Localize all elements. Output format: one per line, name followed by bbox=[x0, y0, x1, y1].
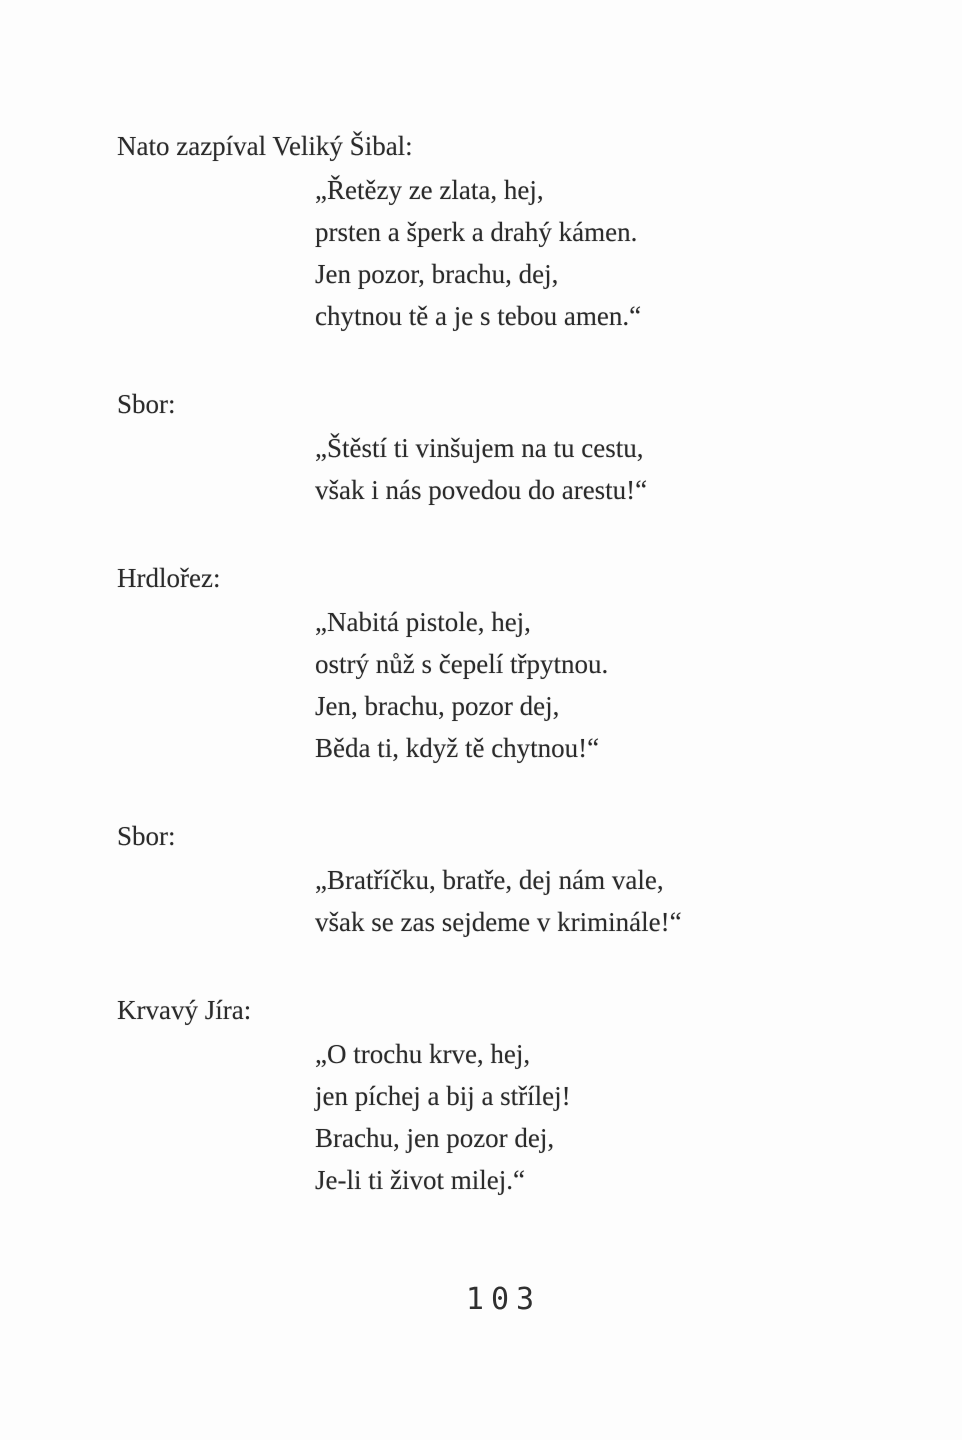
verse-line: chytnou tě a je s tebou amen.“ bbox=[315, 301, 642, 331]
verse-line: „O trochu krve, hej, bbox=[315, 1039, 531, 1069]
verse-block bbox=[315, 859, 883, 943]
verse-line: Jen, brachu, pozor dej, bbox=[315, 691, 560, 721]
speaker-label: Hrdlořez: bbox=[117, 563, 221, 593]
verse-line: „Nabitá pistole, hej, bbox=[315, 607, 531, 637]
verse-line: však se zas sejdeme v kriminále!“ bbox=[315, 907, 682, 937]
passage-krvavy-jira bbox=[117, 989, 883, 1201]
verse-block bbox=[315, 427, 883, 511]
verse-line: „Řetězy ze zlata, hej, bbox=[315, 175, 544, 205]
passage-hrdlorez bbox=[117, 557, 883, 769]
verse-block bbox=[315, 1033, 883, 1201]
verse-line: ostrý nůž s čepelí třpytnou. bbox=[315, 649, 609, 679]
speaker-label: Nato zazpíval Veliký Šibal: bbox=[117, 131, 413, 161]
verse-line: Běda ti, když tě chytnou!“ bbox=[315, 733, 600, 763]
passage-sbor-2 bbox=[117, 815, 883, 943]
passage-sibal bbox=[117, 125, 883, 337]
text-block bbox=[117, 125, 883, 1321]
page-footer bbox=[117, 1279, 883, 1321]
page-number: 103 bbox=[465, 1282, 542, 1317]
speaker-label: Sbor: bbox=[117, 821, 176, 851]
verse-line: Jen pozor, brachu, dej, bbox=[315, 259, 559, 289]
verse-block bbox=[315, 601, 883, 769]
verse-line: „Bratříčku, bratře, dej nám vale, bbox=[315, 865, 664, 895]
verse-block bbox=[315, 169, 883, 337]
verse-line: prsten a šperk a drahý kámen. bbox=[315, 217, 638, 247]
speaker-label: Krvavý Jíra: bbox=[117, 995, 252, 1025]
verse-line: „Štěstí ti vinšujem na tu cestu, bbox=[315, 433, 644, 463]
verse-line: Brachu, jen pozor dej, bbox=[315, 1123, 555, 1153]
verse-line: Je-li ti život milej.“ bbox=[315, 1165, 525, 1195]
passage-sbor-1 bbox=[117, 383, 883, 511]
verse-line: však i nás povedou do arestu!“ bbox=[315, 475, 648, 505]
speaker-label: Sbor: bbox=[117, 389, 176, 419]
verse-line: jen píchej a bij a střílej! bbox=[315, 1081, 571, 1111]
